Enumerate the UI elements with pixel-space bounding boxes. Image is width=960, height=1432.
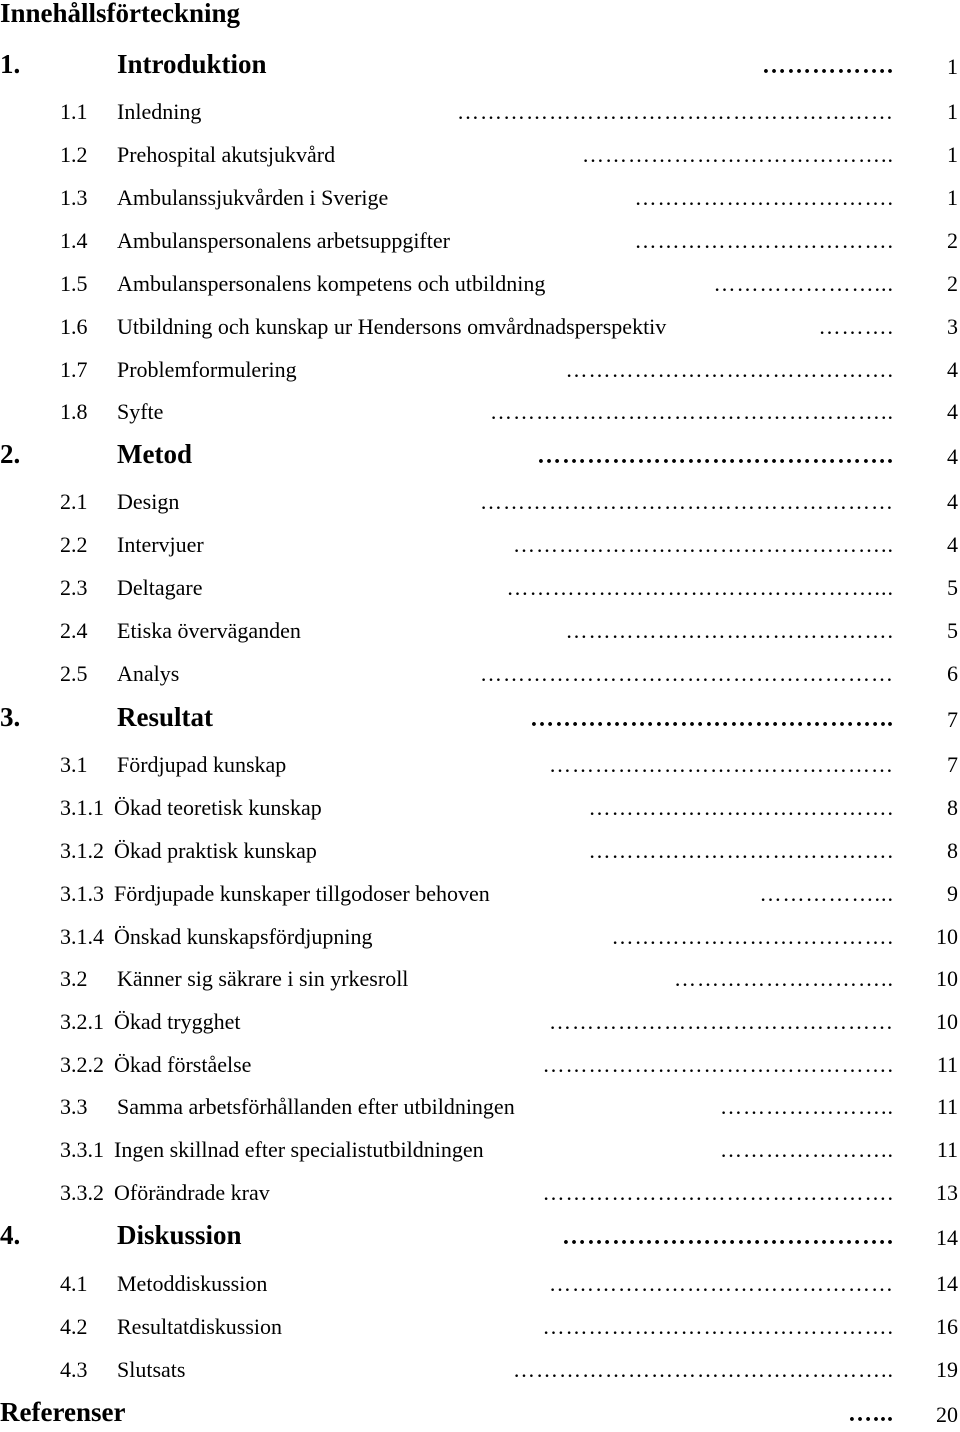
toc-entry-page: 1 [947,54,958,79]
toc-entry-number: 1.5 [60,271,88,296]
toc-entry[interactable] [0,697,960,737]
toc-entry-number: 4.3 [60,1357,88,1382]
toc-entry-leader: …………………………………. [588,838,894,863]
toc-entry-number: 3.1.4 [60,924,104,949]
toc-entry[interactable] [0,1170,960,1210]
toc-entry-label: Ambulanspersonalens kompetens och utbildning [117,271,546,296]
toc-entry-number: 3.3.1 [60,1137,104,1162]
toc-entry-leader: ……………………………………… [549,1271,894,1296]
toc-entry-leader: ……………………………………… [549,752,894,777]
toc-entry-number: 4.1 [60,1271,88,1296]
toc-entry-number: 1.2 [60,142,88,167]
toc-entry-leader: ……………... [759,881,894,906]
toc-entry[interactable] [0,651,960,691]
toc-entry-label: Introduktion [117,49,267,79]
toc-entry-number: 3.1 [60,752,88,777]
toc-entry-leader: ………………………………………………… [457,99,894,124]
toc-entry-page: 1 [947,142,958,167]
toc-entry-number: 2.1 [60,489,88,514]
toc-entry-number: 1.1 [60,99,88,124]
toc-entry[interactable] [0,434,960,474]
toc-entry-leader: …………………………………………... [506,575,894,600]
toc-entry-leader: ……………. [762,53,894,79]
toc-entry-label: Prehospital akutsjukvård [117,142,336,167]
toc-entry-page: 13 [936,1180,958,1205]
toc-entry[interactable] [0,175,960,215]
toc-entry[interactable] [0,742,960,782]
toc-entry-page: 2 [947,271,958,296]
toc-entry-leader: ………………………………………….. [513,532,894,557]
toc-entry-page: 7 [947,752,958,777]
toc-entry-page: 10 [936,966,958,991]
toc-entry-label: Ingen skillnad efter specialistutbildningen [114,1137,484,1162]
toc-entry-leader: …………………………………. [588,795,894,820]
toc-entry-leader: …………………………………….. [530,706,894,732]
toc-entry-page: 20 [936,1402,958,1427]
toc-entry-page: 4 [947,444,958,469]
toc-entry-number: 1.6 [60,314,88,339]
toc-entry-label: Känner sig säkrare i sin yrkesroll [117,966,409,991]
toc-entry[interactable] [0,522,960,562]
toc-entry-leader: …………………... [713,271,894,296]
toc-entry-leader: ………. [818,314,894,339]
toc-entry-number: 1.8 [60,399,88,424]
toc-entry-label: Ökad förståelse [114,1052,252,1077]
toc-entry-number: 4.2 [60,1314,88,1339]
toc-entry-number: 3.2 [60,966,88,991]
toc-entry-label: Etiska överväganden [117,618,301,643]
toc-entry-number: 2.2 [60,532,88,557]
toc-entry-page: 4 [947,489,958,514]
toc-entry-number: 4. [0,1220,21,1250]
toc-entry[interactable] [0,89,960,129]
toc-entry[interactable] [0,261,960,301]
toc-entry[interactable] [0,999,960,1039]
toc-entry-number: 3.2.1 [60,1009,104,1034]
toc-entry-page: 2 [947,228,958,253]
toc-entry-page: 16 [936,1314,958,1339]
toc-entry-label: Metoddiskussion [117,1271,268,1296]
toc-entry-leader: ………………………………………. [542,1180,894,1205]
toc-entry-number: 2.5 [60,661,88,686]
toc-entry-page: 3 [947,314,958,339]
toc-entry-page: 7 [947,707,958,732]
toc-entry-page: 14 [936,1271,958,1296]
toc-entry-number: 3.1.1 [60,795,104,820]
toc-entry-leader: …... [848,1401,894,1427]
toc-entry[interactable] [0,389,960,429]
toc-entry[interactable] [0,1304,960,1344]
toc-entry-page: 8 [947,838,958,863]
toc-entry[interactable] [0,1215,960,1255]
toc-entry-leader: ……………………………………. [565,618,894,643]
toc-entry[interactable] [0,479,960,519]
toc-title: Innehållsförteckning [0,0,241,28]
toc-entry-label: Slutsats [117,1357,186,1382]
toc-entry-number: 3.3.2 [60,1180,104,1205]
toc-entry-page: 11 [936,1094,958,1119]
toc-entry[interactable] [0,914,960,954]
toc-entry-label: Referenser [0,1397,126,1427]
toc-entry-label: Resultat [117,702,213,732]
toc-entry[interactable] [0,44,960,84]
toc-entry-page: 10 [936,924,958,949]
toc-entry-label: Ökad trygghet [114,1009,241,1034]
toc-entry-page: 10 [936,1009,958,1034]
toc-entry-number: 3.1.3 [60,881,104,906]
toc-entry[interactable] [0,1042,960,1082]
toc-entry-number: 3.1.2 [60,838,104,863]
toc-entry-page: 4 [947,399,958,424]
toc-entry-label: Oförändrade krav [114,1180,270,1205]
toc-entry[interactable] [0,1084,960,1124]
toc-entry-label: Resultatdiskussion [117,1314,283,1339]
toc-entry[interactable] [0,608,960,648]
toc-entry-leader: ………………………………………….. [513,1357,894,1382]
toc-entry-number: 3.2.2 [60,1052,104,1077]
toc-entry-leader: ………………………………. [611,924,894,949]
toc-entry[interactable] [0,828,960,868]
toc-entry-number: 2.3 [60,575,88,600]
toc-entry-number: 1.3 [60,185,88,210]
toc-entry[interactable] [0,304,960,344]
toc-entry-label: Inledning [117,99,202,124]
toc-entry-label: Fördjupad kunskap [117,752,287,777]
toc-entry[interactable] [0,1127,960,1167]
toc-entry-page: 1 [947,99,958,124]
toc-entry-leader: ………………….. [720,1094,894,1119]
toc-entry-leader: ………………….. [720,1137,894,1162]
toc-entry-leader: ……………………………………. [565,357,894,382]
toc-entry-number: 3. [0,702,21,732]
toc-entry-label: Metod [117,439,192,469]
toc-entry-leader: ……………………….. [674,966,894,991]
toc-entry[interactable] [0,785,960,825]
toc-entry-label: Önskad kunskapsfördjupning [114,924,373,949]
toc-entry[interactable] [0,1392,960,1432]
toc-entry[interactable] [0,218,960,258]
toc-entry-label: Fördjupade kunskaper tillgodoser behoven [114,881,490,906]
toc-entry-label: Syfte [117,399,164,424]
toc-entry[interactable] [0,871,960,911]
toc-entry[interactable] [0,132,960,172]
toc-entry-label: Utbildning och kunskap ur Hendersons omvårdnadsperspektiv [117,314,667,339]
toc-entry-leader: ………………………………….. [582,142,894,167]
toc-entry-page: 8 [947,795,958,820]
toc-entry-leader: ……………………………………………… [480,489,894,514]
toc-entry-page: 9 [947,881,958,906]
toc-entry-leader: ……………………………. [634,228,894,253]
toc-entry-leader: ……………………………. [634,185,894,210]
toc-entry[interactable] [0,1261,960,1301]
toc-entry-leader: ………………………………………. [542,1314,894,1339]
toc-entry-number: 3.3 [60,1094,88,1119]
toc-entry-page: 5 [947,618,958,643]
toc-entry-page: 5 [947,575,958,600]
toc-entry-page: 6 [947,661,958,686]
toc-entry[interactable] [0,956,960,996]
toc-entry-page: 14 [936,1225,958,1250]
toc-entry-label: Diskussion [117,1220,242,1250]
toc-entry-leader: ………………………………………. [542,1052,894,1077]
toc-entry-label: Design [117,489,180,514]
toc-entry-page: 11 [936,1052,958,1077]
toc-entry[interactable] [0,347,960,387]
toc-entry-number: 2.4 [60,618,88,643]
toc-entry-page: 19 [936,1357,958,1382]
toc-entry-leader: …………………………………. [562,1224,894,1250]
toc-entry-page: 11 [936,1137,958,1162]
toc-entry[interactable] [0,565,960,605]
toc-entry-leader: …………………………………………….. [490,399,894,424]
toc-entry-number: 2. [0,439,21,469]
toc-entry-leader: ……………………………………………… [480,661,894,686]
toc-entry-page: 4 [947,357,958,382]
toc-entry-leader: ……………………………………… [549,1009,894,1034]
toc-entry-number: 1.4 [60,228,88,253]
toc-entry-number: 1.7 [60,357,88,382]
toc-entry-label: Deltagare [117,575,203,600]
toc-entry-label: Problemformulering [117,357,297,382]
toc-entry-page: 4 [947,532,958,557]
toc-entry[interactable] [0,1347,960,1387]
toc-entry-label: Ökad teoretisk kunskap [114,795,322,820]
toc-entry-leader: ……………………………………. [537,443,894,469]
toc-entry-number: 1. [0,49,21,79]
toc-entry-label: Samma arbetsförhållanden efter utbildningen [117,1094,515,1119]
toc-entry-label: Ökad praktisk kunskap [114,838,317,863]
toc-entry-label: Ambulanssjukvården i Sverige [117,185,389,210]
toc-entry-page: 1 [947,185,958,210]
toc-entry-label: Intervjuer [117,532,204,557]
toc-entry-label: Ambulanspersonalens arbetsuppgifter [117,228,450,253]
toc-entry-label: Analys [117,661,180,686]
